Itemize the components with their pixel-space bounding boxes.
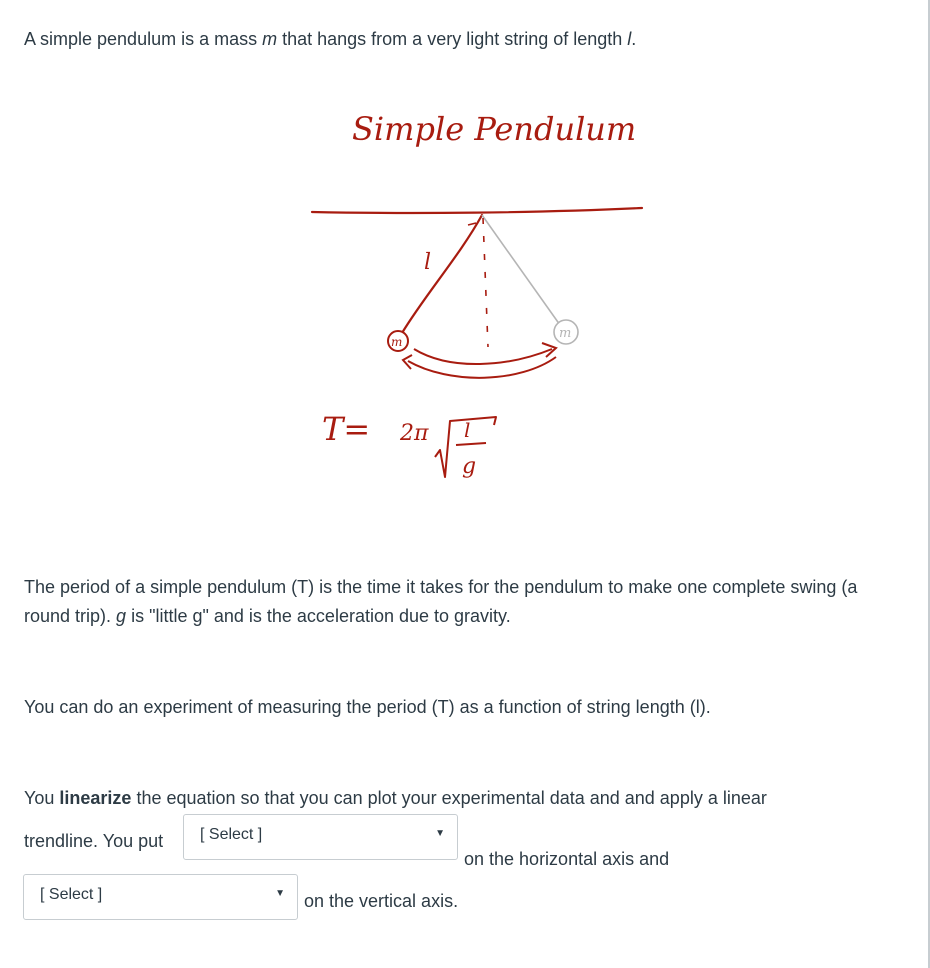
horizontal-axis-text: on the horizontal axis and: [464, 849, 670, 869]
period-prefix: The period of a simple pendulum (T) is the time it takes for the pendulum to make one complete swing (a round trip).: [24, 577, 858, 626]
period-paragraph: [24, 573, 884, 631]
linearize-suffix: the equation so that you can plot your experimental data and and apply a linear: [131, 788, 767, 808]
swing-arc-lower: [408, 357, 556, 378]
formula-lhs: T=: [322, 410, 371, 448]
vertical-axis-text: on the vertical axis.: [304, 891, 459, 911]
experiment-paragraph: You can do an experiment of measuring the period (T) as a function of string length (l).: [24, 697, 711, 717]
horizontal-axis-select[interactable]: [183, 814, 458, 860]
ghost-mass-label: m: [559, 326, 572, 341]
intro-suffix: .: [631, 29, 637, 49]
figure-title: Simple Pendulum: [352, 110, 637, 148]
linearize-paragraph: [24, 784, 767, 813]
horizontal-axis-select-value: [ Select ]: [200, 826, 263, 843]
formula-coefficient: 2π: [400, 421, 429, 446]
vertical-axis-select[interactable]: [23, 874, 298, 920]
vertical-dashed-line: [483, 218, 488, 347]
linearize-bold: linearize: [59, 788, 132, 808]
trendline-text: trendline. You put: [24, 831, 164, 851]
period-suffix: is "little g" and is the acceleration due to gravity.: [126, 606, 511, 626]
pendulum-illustration: [290, 85, 660, 495]
mass-variable: m: [262, 29, 278, 49]
length-label: l: [424, 250, 432, 275]
formula-denominator: g: [462, 454, 477, 479]
vertical-axis-select-value: [ Select ]: [40, 886, 103, 903]
intro-middle: that hangs from a very light string of length: [277, 29, 628, 49]
intro-prefix: A simple pendulum is a mass: [24, 29, 263, 49]
pendulum-string: [402, 215, 482, 333]
intro-text: [24, 25, 636, 54]
chevron-down-icon: ▼: [275, 888, 285, 899]
formula-numerator: l: [464, 418, 471, 442]
chevron-down-icon: ▼: [435, 828, 445, 839]
ceiling-line: [312, 208, 642, 213]
pendulum-figure: [290, 85, 660, 495]
length-variable: l: [627, 29, 632, 49]
linearize-prefix: You: [24, 788, 60, 808]
formula-fraction-bar: [456, 443, 486, 445]
ghost-string: [482, 215, 560, 325]
g-variable: g: [116, 606, 127, 626]
mass-circle-label: m: [391, 335, 403, 349]
swing-arc-upper: [414, 349, 552, 364]
